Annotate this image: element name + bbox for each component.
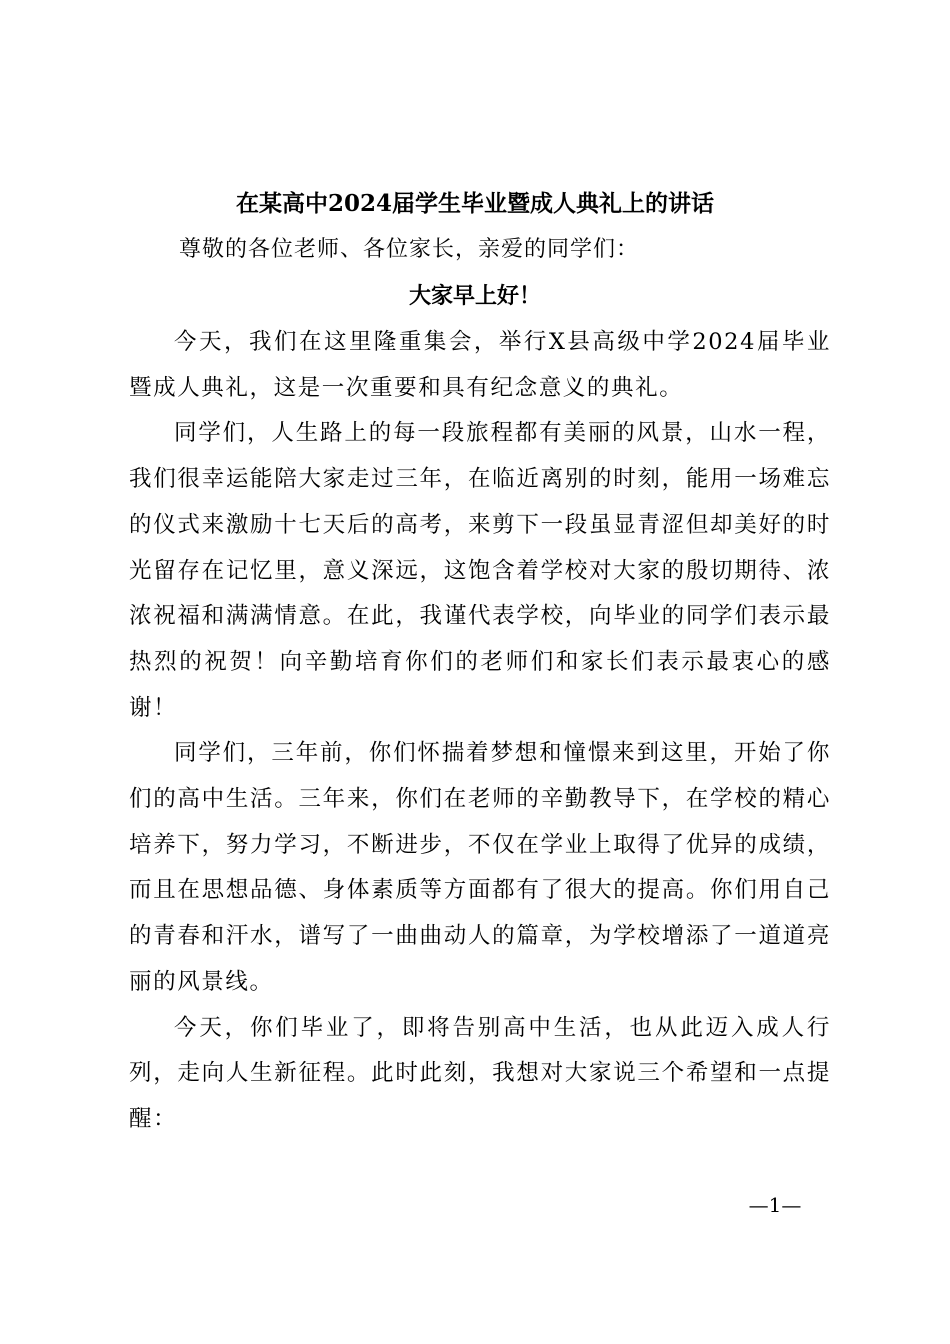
paragraph-1: 今天，我们在这里隆重集会，举行X县高级中学2024届毕业暨成人典礼，这是一次重要和具有纪念意义的典礼。 xyxy=(129,329,831,401)
greeting: 大家早上好！ xyxy=(408,283,541,309)
paragraph-3: 同学们，三年前，你们怀揣着梦想和憧憬来到这里，开始了你们的高中生活。三年来，你们在老师的辛勤教导下，在学校的精心培养下，努力学习，不断进步，不仅在学业上取得了优异的成绩，而且在思想品德、身体素质等方面都有了很大的提高。你们用自己的青春和汗水，谱写了一曲曲动人的篇章，为学校增添了一道道亮丽的风景线。 xyxy=(129,740,831,995)
body-text xyxy=(129,320,831,1143)
salutation: 尊敬的各位老师、各位家长，亲爱的同学们： xyxy=(179,237,640,262)
paragraph-2: 同学们，人生路上的每一段旅程都有美丽的风景，山水一程，我们很幸运能陪大家走过三年，在临近离别的时刻，能用一场难忘的仪式来激励十七天后的高考，来剪下一段虽显青涩但却美好的时光留存在记忆里，意义深远，这饱含着学校对大家的殷切期待、浓浓祝福和满满情意。在此，我谨代表学校，向毕业的同学们表示最热烈的祝贺！向辛勤培育你们的老师们和家长们表示最衷心的感谢！ xyxy=(129,420,831,721)
page-number: —1— xyxy=(748,1193,802,1217)
paragraph-4: 今天，你们毕业了，即将告别高中生活，也从此迈入成人行列，走向人生新征程。此时此刻，我想对大家说三个希望和一点提醒： xyxy=(129,1014,831,1132)
document-title: 在某高中2024届学生毕业暨成人典礼上的讲话 xyxy=(235,190,714,217)
